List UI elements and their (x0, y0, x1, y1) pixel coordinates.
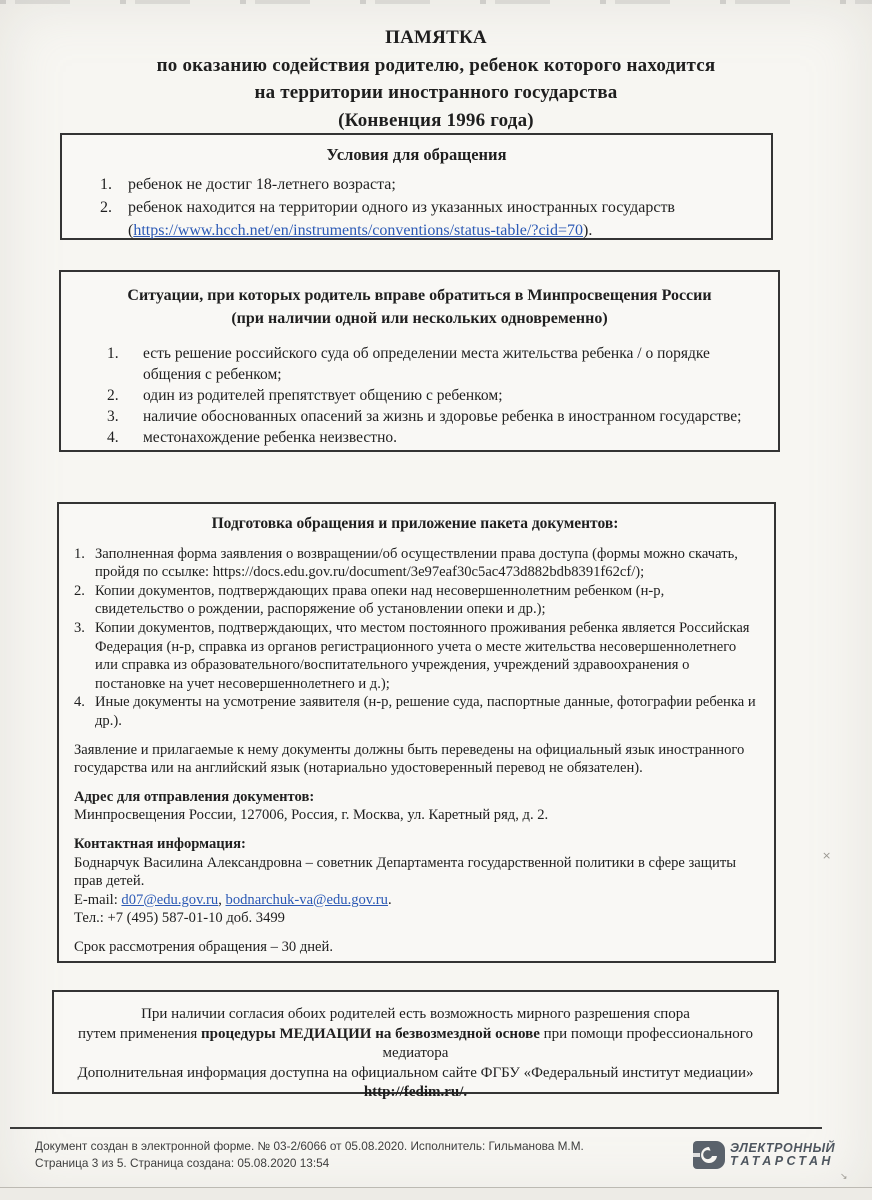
review-term: Срок рассмотрения обращения – 30 дней. (74, 938, 333, 955)
scan-edge-artifact-bottom (0, 1187, 872, 1200)
footer-document-info: Документ создан в электронной форме. № 03-2/6066 от 05.08.2020. Исполнитель: Гильманова М.М. (35, 1139, 584, 1153)
paren-open: ( (128, 222, 134, 239)
list-item-number: 1. (107, 345, 119, 362)
conditions-list (80, 173, 753, 242)
mediation-box (52, 990, 779, 1100)
list-item (74, 693, 756, 730)
mediation-line2-suffix: при помощи профессионального медиатора (382, 1025, 754, 1061)
email-link-d07[interactable]: d07@edu.gov.ru (121, 891, 219, 908)
list-item (100, 173, 753, 196)
list-item-text: Иные документы на усмотрение заявителя (н-р, решение суда, паспортные данные, фотографии ребенка и др.). (95, 694, 756, 729)
email-link-bodnarchuk[interactable]: bodnarchuk-va@edu.gov.ru (225, 891, 388, 908)
list-item (107, 343, 752, 385)
documents-box (57, 502, 776, 963)
list-item (74, 582, 756, 619)
situations-title-line1: Ситуации, при которых родитель вправе обратиться в Минпросвещения России (127, 287, 712, 304)
list-item-text (128, 196, 753, 242)
situations-box-title (87, 285, 752, 330)
contact-section (74, 835, 756, 928)
list-item-number: 2. (74, 582, 85, 599)
email-period: . (387, 891, 392, 908)
paren-close: ). (583, 222, 593, 239)
list-item-text: Копии документов, подтверждающих, что местом постоянного проживания ребенка является Российская Федерация (н-р, справка из органов регистрационного учета о месте жительства несовершеннолетнего или справка из образовательного/воспитательного учреждения, учреждений здравоохранения о постановке на учет несовершеннолетнего и д.); (95, 619, 750, 692)
list-item (107, 427, 752, 448)
list-item (107, 406, 752, 427)
hcch-link-line (128, 219, 753, 242)
list-item-number: 4. (107, 429, 119, 446)
documents-box-title: Подготовка обращения и приложение пакета документов: (211, 515, 619, 532)
translation-note: Заявление и прилагаемые к нему документы должны быть переведены на официальный язык иностранного государства или на английский язык (нотариально удостоверенный перевод не обязателен). (74, 741, 745, 777)
hcch-status-table-link[interactable]: https://www.hcch.net/en/instruments/conventions/status-table/?cid=70 (133, 222, 584, 239)
situations-title-line2: (при наличии одной или нескольких одновременно) (231, 309, 608, 327)
list-item (74, 619, 756, 693)
documents-list (74, 545, 756, 731)
list-item-number: 1. (74, 545, 85, 562)
electronic-tatarstan-logo (692, 1140, 835, 1170)
list-item (100, 196, 753, 242)
document-title: ПАМЯТКА (385, 27, 487, 48)
situations-box (59, 270, 780, 452)
mediation-line3: Дополнительная информация доступна на официальном сайте ФГБУ «Федеральный институт медиации» (77, 1064, 754, 1081)
list-item-text: местонахождение ребенка неизвестно. (143, 429, 397, 446)
document-subtitle-line2: на территории иностранного государства (254, 82, 618, 103)
scan-edge-artifact-top (0, 0, 872, 4)
fedim-url: http://fedim.ru/. (363, 1084, 468, 1100)
list-item-text-main: ребенок находится на территории одного из указанных иностранных государств (128, 199, 675, 216)
address-label: Адрес для отправления документов: (74, 788, 315, 805)
conditions-box-title: Условия для обращения (326, 145, 507, 164)
footer-page-info: Страница 3 из 5. Страница создана: 05.08.2020 13:54 (35, 1156, 330, 1170)
electronic-tatarstan-logo-icon (692, 1140, 726, 1170)
list-item (74, 545, 756, 582)
list-item-text: Заполненная форма заявления о возвращении/об осуществлении права доступа (формы можно скачать, пройдя по ссылке: https://docs.edu.gov.ru/document/3e97eaf30c5ac473d882bdb8391f62cf/); (95, 545, 738, 581)
footer-meta (35, 1138, 635, 1172)
conditions-box (60, 133, 773, 240)
list-item-number: 1. (100, 176, 112, 193)
mediation-line1: При наличии согласия обоих родителей есть возможность мирного разрешения спора (141, 1006, 690, 1022)
list-item-number: 3. (74, 619, 85, 636)
list-item-number: 3. (107, 408, 119, 425)
email-line (74, 891, 756, 910)
address-section (74, 788, 756, 825)
document-subtitle-line1: по оказанию содействия родителю, ребенок которого находится (156, 54, 716, 76)
address-value: Минпросвещения России, 127006, Россия, г. Москва, ул. Каретный ряд, д. 2. (74, 807, 549, 824)
electronic-tatarstan-logo-text (730, 1142, 835, 1169)
mediation-line2-prefix: путем применения (77, 1025, 202, 1042)
list-item-number: 2. (107, 387, 119, 404)
logo-text-line1: ЭЛЕКТРОННЫЙ (730, 1140, 836, 1155)
email-separator: , (218, 891, 226, 908)
scan-artifact-speck: ↘ (840, 1172, 848, 1182)
mediation-procedure-bold: процедуры МЕДИАЦИИ на безвозмездной основе (201, 1025, 540, 1042)
contact-label: Контактная информация: (74, 835, 246, 852)
scan-artifact-speck: × (822, 849, 832, 862)
list-item-number: 4. (74, 694, 85, 711)
list-item-text: Копии документов, подтверждающих права опеки над несовершеннолетним ребенком (н-р, свидетельство о рождении, распоряжение об установлении опеки и др.); (95, 582, 665, 618)
list-item-number: 2. (100, 199, 112, 216)
list-item-text: есть решение российского суда об определении места жительства ребенка / о порядке общения с ребенком; (143, 345, 710, 383)
mediation-line2 (76, 1025, 755, 1064)
email-label: E-mail: (74, 891, 122, 908)
list-item-text: ребенок не достиг 18-летнего возраста; (128, 176, 396, 193)
logo-text-line2: ТАТАРСТАН (730, 1154, 834, 1168)
footer-divider (10, 1127, 822, 1129)
document-subtitle-line3: (Конвенция 1996 года) (338, 109, 534, 131)
phone-line: Тел.: +7 (495) 587-01-10 доб. 3499 (74, 910, 285, 927)
list-item (107, 385, 752, 406)
situations-list (87, 343, 752, 448)
contact-person: Боднарчук Василина Александровна – советник Департамента государственной политики в сфере защиты прав детей. (74, 854, 737, 890)
document-header (40, 24, 832, 134)
list-item-text: наличие обоснованных опасений за жизнь и здоровье ребенка в иностранном государстве; (143, 408, 742, 425)
list-item-text: один из родителей препятствует общению с ребенком; (143, 387, 503, 404)
